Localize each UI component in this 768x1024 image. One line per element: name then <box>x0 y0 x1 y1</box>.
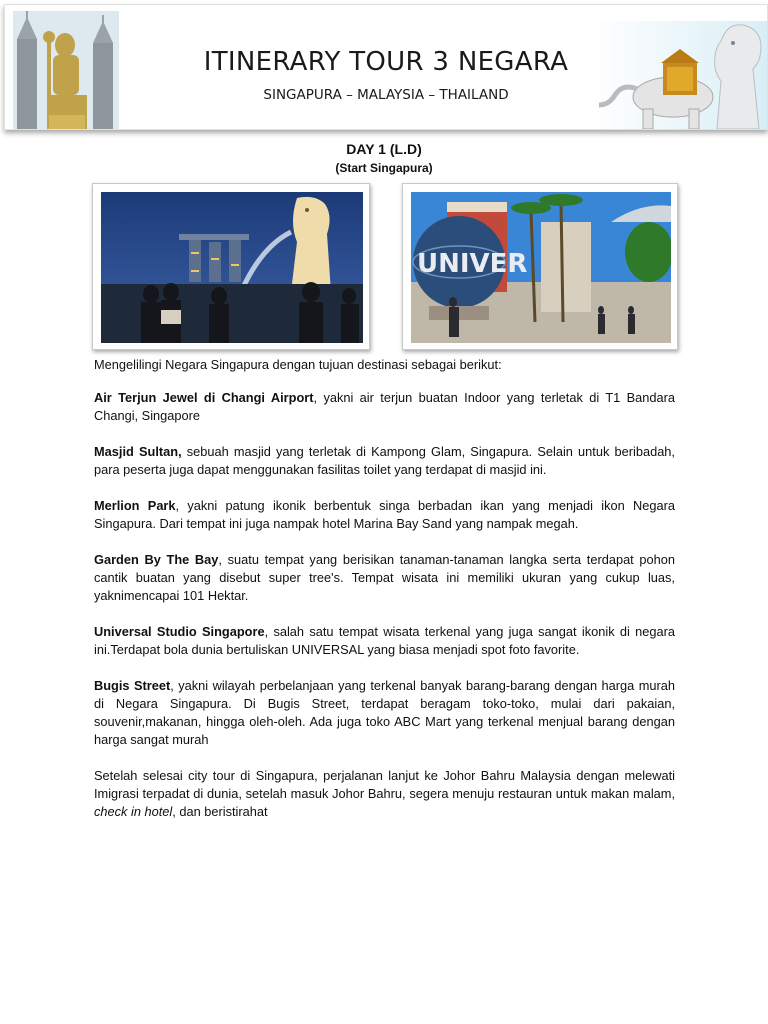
merlion-park-photo <box>92 183 370 350</box>
destination-name: Air Terjun Jewel di Changi Airport <box>94 390 314 405</box>
intro-paragraph: Mengelilingi Negara Singapura dengan tujuan destinasi sebagai berikut: <box>94 357 502 372</box>
destination-name: Garden By The Bay <box>94 552 219 567</box>
destination-paragraph <box>94 551 675 605</box>
destination-name: Masjid Sultan, <box>94 444 182 459</box>
elephant-merlion-image <box>593 21 767 129</box>
destination-paragraph <box>94 623 675 659</box>
header-title: ITINERARY TOUR 3 NEGARA <box>203 47 569 77</box>
destination-text: , yakni patung ikonik berbentuk singa berbadan ikan yang menjadi ikon Negara Singapura. Dari tempat ini juga nampak hotel Marina Bay Sand yang nampak megah. <box>94 498 675 531</box>
universal-globe-image <box>411 192 671 343</box>
destination-name: Bugis Street <box>94 678 171 693</box>
destination-text: sebuah masjid yang terletak di Kampong Glam, Singapura. Selain untuk beribadah, para peserta juga dapat menggunakan fasilitas toilet yang terdapat di masjid ini. <box>94 444 675 477</box>
day-subtitle: (Start Singapura) <box>335 161 433 175</box>
closing-paragraph <box>94 767 675 821</box>
destination-paragraph <box>94 389 675 425</box>
destination-paragraph <box>94 497 675 533</box>
day-title: DAY 1 (L.D) <box>346 141 422 157</box>
closing-text: Setelah selesai city tour di Singapura, perjalanan lanjut ke Johor Bahru Malaysia dengan melewati Imigrasi terpadat di dunia, setelah masuk Johor Bahru, segera menuju restauran untuk makan malam, <box>94 768 675 801</box>
merlion-night-image <box>101 192 363 343</box>
destination-name: Merlion Park <box>94 498 176 513</box>
closing-italic: check in hotel <box>94 804 173 819</box>
destination-text: , yakni wilayah perbelanjaan yang terkenal banyak barang-barang dengan harga murah di Negara Singapura. Di Bugis Street, terdapat beragam toko-toko, mulai dari pakaian, souvenir,makanan, hingga oleh-oleh. Ada juga toko ABC Mart yang terkenal menjual barang dengan harga sangat murah <box>94 678 675 747</box>
itinerary-header <box>4 4 768 130</box>
universal-studio-photo <box>402 183 678 350</box>
header-subtitle: SINGAPURA – MALAYSIA – THAILAND <box>263 87 509 103</box>
closing-end: , dan beristirahat <box>172 804 268 819</box>
destination-text: , suatu tempat yang berisikan tanaman-tanaman langka serta terdapat pohon cantik buatan yang disebut super tree's. Tempat wisata ini memiliki ukuran yang cukup luas, yaknimencapai 101 Hektar. <box>94 552 675 603</box>
destination-name: Universal Studio Singapore <box>94 624 265 639</box>
destination-text: , salah satu tempat wisata terkenal yang juga sangat ikonik di negara ini.Terdapat bola dunia bertuliskan UNIVERSAL yang biasa menjadi spot foto favorite. <box>94 624 675 657</box>
universal-globe-text: UNIVER <box>417 249 528 279</box>
destination-paragraph <box>94 677 675 749</box>
itinerary-content <box>94 356 675 839</box>
destination-text: , yakni air terjun buatan Indoor yang terletak di T1 Bandara Changi, Singapore <box>94 390 676 423</box>
destination-paragraph <box>94 443 675 479</box>
